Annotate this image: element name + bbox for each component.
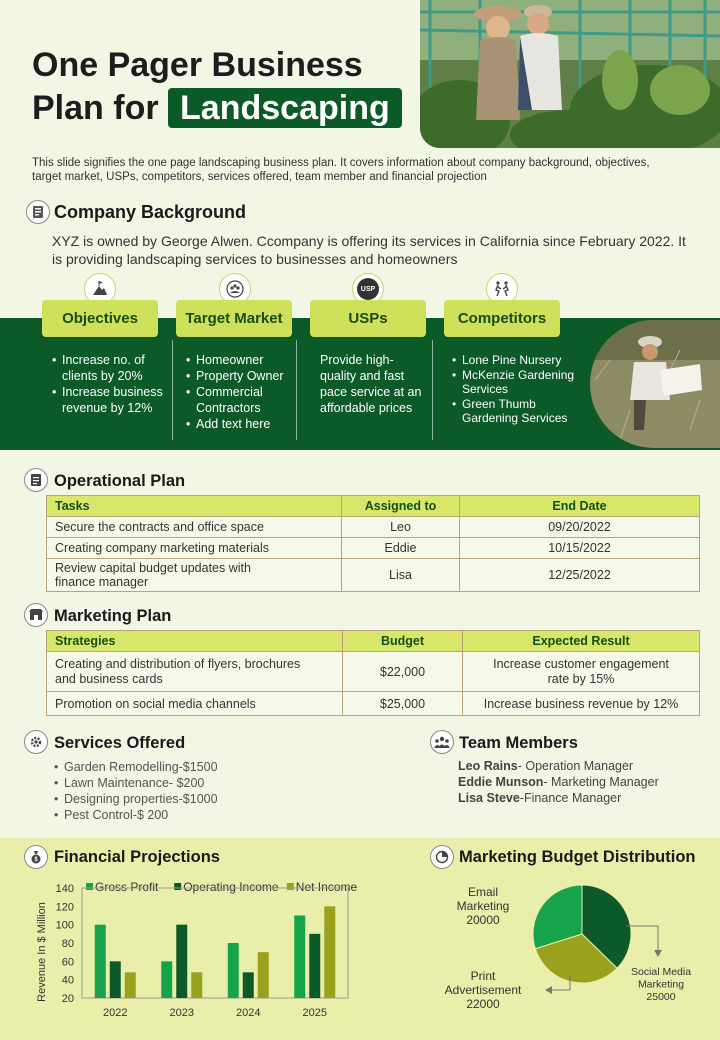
list-item: • Homeowner: [186, 352, 292, 368]
bar: [110, 961, 121, 998]
team-member: [458, 774, 708, 790]
y-tick-label: 40: [61, 974, 74, 987]
field-photo: [590, 320, 720, 448]
table-header: [47, 496, 700, 517]
table-cell: Leo: [342, 517, 460, 538]
column-header: Budget: [343, 631, 463, 652]
marketing-plan-icon: [24, 603, 48, 627]
member-role: - Operation Manager: [517, 759, 634, 773]
budget-pie-chart: [430, 872, 720, 1022]
member-role: -Finance Manager: [519, 791, 622, 805]
objectives-list: [52, 352, 166, 416]
y-tick-label: 80: [61, 938, 74, 950]
table-row: [47, 517, 700, 538]
list-item: • Increase business revenue by 12%: [52, 384, 166, 416]
tab-competitors: Competitors: [444, 300, 560, 337]
services-title: Services Offered: [54, 734, 186, 752]
budget-pie-icon: [430, 845, 454, 869]
bar: [309, 934, 320, 998]
bar: [176, 925, 187, 998]
pie-label: 22000: [466, 997, 500, 1011]
marketing-plan-title: Marketing Plan: [54, 607, 172, 625]
competitors-list: [452, 353, 584, 426]
bar: [294, 916, 305, 999]
target-market-list: [186, 352, 292, 432]
plot-frame: [82, 888, 348, 998]
divider: [172, 340, 173, 440]
legend-swatch: [86, 883, 93, 890]
pie-label: Print: [470, 969, 496, 983]
pie-label: 25000: [646, 991, 676, 1003]
table-cell: Eddie: [342, 538, 460, 559]
list-item: • Add text here: [186, 416, 292, 432]
company-background-text: XYZ is owned by George Alwen. Ccompany is offering its services in California since February 2022. It is providing landscaping services to businesses and homeowners: [52, 233, 686, 267]
table-row: [47, 559, 700, 592]
table-cell: Lisa: [342, 559, 460, 592]
operational-plan-table: [46, 495, 700, 592]
svg-text:$: $: [34, 857, 38, 864]
operational-plan-title: Operational Plan: [54, 472, 186, 490]
page-title: [32, 44, 402, 130]
bar: [258, 952, 269, 998]
table-row: [47, 692, 700, 716]
tab-target-market: Target Market: [176, 300, 292, 337]
column-header: End Date: [460, 496, 700, 517]
pie-label: 20000: [466, 913, 500, 927]
team-member: [458, 758, 708, 774]
list-item: • Commercial Contractors: [186, 384, 292, 416]
table-cell: 10/15/2022: [460, 538, 700, 559]
table-cell: Secure the contracts and office space: [47, 517, 342, 538]
company-background-title: Company Background: [54, 202, 247, 222]
table-cell: Increase business revenue by 12%: [463, 692, 700, 716]
x-tick-label: 2022: [103, 1007, 128, 1019]
y-tick-label: 140: [55, 883, 74, 895]
pie-label: Social Media: [630, 966, 692, 978]
header-photo: [420, 0, 720, 148]
bar: [228, 943, 239, 998]
list-item: • McKenzie Gardening Services: [452, 368, 584, 397]
budget-distribution-title: Marketing Budget Distribution: [459, 848, 696, 866]
legend-label: Net Income: [295, 880, 358, 894]
table-cell: $25,000: [343, 692, 463, 716]
bar: [324, 906, 335, 998]
marketing-plan-table: [46, 630, 700, 716]
y-tick-label: 20: [61, 993, 74, 1005]
legend-swatch: [174, 883, 181, 890]
member-name: Lisa Steve: [458, 791, 520, 805]
title-highlight: Landscaping: [168, 88, 402, 128]
pie-label: Email: [467, 885, 499, 899]
column-header: Strategies: [47, 631, 343, 652]
tab-objectives: Objectives: [42, 300, 158, 337]
table-cell: Creating and distribution of flyers, brochures and business cards: [47, 652, 343, 692]
column-header: Expected Result: [463, 631, 700, 652]
team-title: Team Members: [459, 734, 578, 752]
column-header: Tasks: [47, 496, 342, 517]
bar: [191, 972, 202, 998]
table-cell: Promotion on social media channels: [47, 692, 343, 716]
table-cell: 09/20/2022: [460, 517, 700, 538]
arrow-head: [654, 950, 662, 957]
x-tick-label: 2024: [236, 1007, 261, 1019]
list-item: • Garden Remodelling-$1500: [54, 759, 314, 775]
usps-text: Provide high-quality and fast pace service at an affordable prices: [320, 353, 422, 415]
money-bag-icon: [24, 845, 48, 869]
table-row: [47, 538, 700, 559]
table-cell: Increase customer engagement rate by 15%: [463, 652, 700, 692]
list-item: • Green Thumb Gardening Services: [452, 397, 584, 426]
column-header: Assigned to: [342, 496, 460, 517]
intro-text: This slide signifies the one page landscaping business plan. It covers information about company background, objectives, target market, USPs, competitors, services offered, team member and financial projection: [32, 157, 650, 183]
table-cell: Creating company marketing materials: [47, 538, 342, 559]
member-name: Eddie Munson: [458, 775, 544, 789]
legend-label: Gross Profit: [95, 880, 159, 894]
pie-label: Marketing: [456, 899, 510, 913]
services-gear-icon: [24, 730, 48, 754]
financial-title: Financial Projections: [54, 848, 220, 866]
list-item: • Lawn Maintenance- $200: [54, 775, 314, 791]
table-cell: Review capital budget updates with finance manager: [47, 559, 342, 592]
table-row: [47, 652, 700, 692]
operational-plan-icon: [24, 468, 48, 492]
table-cell: 12/25/2022: [460, 559, 700, 592]
team-members-icon: [430, 730, 454, 754]
legend-swatch: [287, 883, 294, 890]
y-tick-label: 120: [55, 901, 74, 914]
divider: [432, 340, 433, 440]
x-tick-label: 2025: [302, 1007, 327, 1019]
divider: [296, 340, 297, 440]
bar: [243, 972, 254, 998]
y-axis-label: Revenue In $ Million: [36, 902, 48, 1002]
legend-label: Operating Income: [183, 880, 279, 894]
y-tick-label: 100: [55, 919, 74, 932]
team-member: [458, 790, 708, 806]
bar: [161, 961, 172, 998]
bar: [125, 972, 136, 998]
table-cell: $22,000: [343, 652, 463, 692]
title-line-1: One Pager Business: [32, 46, 363, 84]
pie-label: Marketing: [637, 978, 685, 991]
company-background-icon: [26, 200, 50, 224]
y-tick-label: 60: [61, 956, 74, 969]
financial-bar-chart: [28, 872, 368, 1022]
bar: [95, 925, 106, 998]
member-name: Leo Rains: [458, 759, 518, 773]
arrow-head: [545, 986, 552, 994]
member-role: - Marketing Manager: [543, 775, 659, 789]
list-item: • Increase no. of clients by 20%: [52, 352, 166, 384]
table-header: [47, 631, 700, 652]
services-list: [54, 759, 314, 823]
list-item: • Designing properties-$1000: [54, 791, 314, 807]
pie-label: Advertisement: [444, 983, 522, 997]
title-prefix: Plan for: [32, 89, 159, 127]
tab-usps: USPs: [310, 300, 426, 337]
list-item: • Property Owner: [186, 368, 292, 384]
team-list: [458, 758, 708, 806]
list-item: • Lone Pine Nursery: [452, 353, 584, 368]
list-item: • Pest Control-$ 200: [54, 807, 314, 823]
x-tick-label: 2023: [169, 1007, 194, 1019]
usp-icon-label: USP: [357, 278, 379, 300]
